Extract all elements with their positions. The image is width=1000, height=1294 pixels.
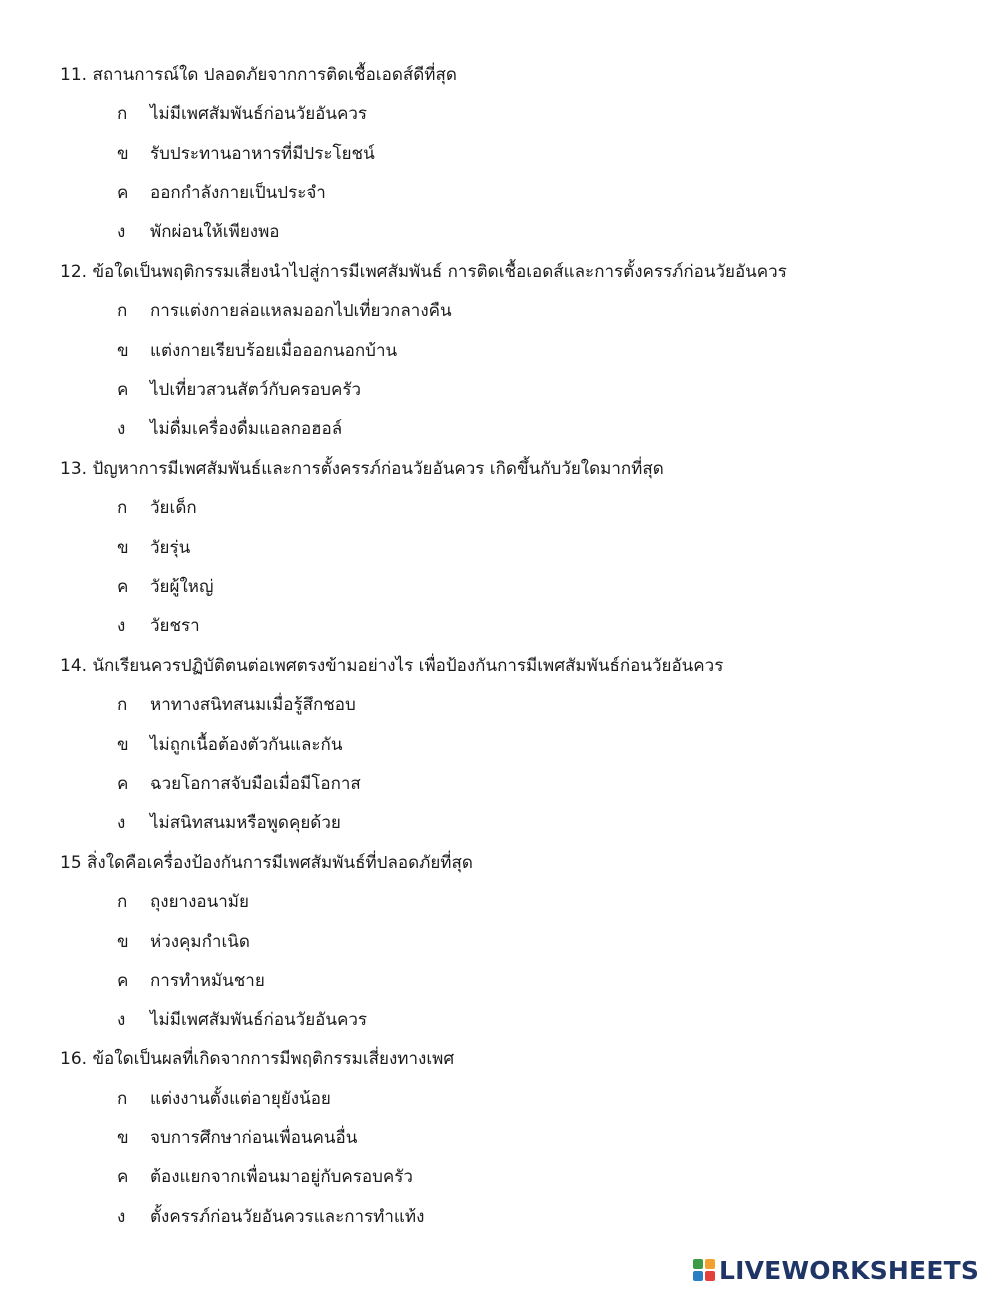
option-text: ถุงยางอนามัย — [150, 892, 249, 912]
option-text: หาทางสนิทสนมเมื่อรู้สึกชอบ — [150, 695, 356, 715]
logo-square-blue — [693, 1271, 703, 1281]
question-11-option-b[interactable] — [117, 142, 375, 166]
option-letter: ข — [117, 341, 129, 361]
question-15-option-b[interactable] — [117, 930, 250, 954]
option-text: การแต่งกายล่อแหลมออกไปเที่ยวกลางคืน — [150, 301, 452, 321]
question-12-option-a[interactable] — [117, 299, 452, 323]
option-letter: ง — [117, 813, 126, 833]
question-14: 14. นักเรียนควรปฏิบัติตนต่อเพศตรงข้ามอย่างไร เพื่อป้องกันการมีเพศสัมพันธ์ก่อนวัยอันควร — [60, 656, 724, 676]
logo-square-green — [693, 1259, 703, 1269]
option-letter: ข — [117, 144, 129, 164]
option-text: จบการศึกษาก่อนเพื่อนคนอื่น — [150, 1128, 358, 1148]
option-letter: ก — [117, 104, 128, 124]
question-13: 13. ปัญหาการมีเพศสัมพันธ์และการตั้งครรภ์ก่อนวัยอันควร เกิดขึ้นกับวัยใดมากที่สุด — [60, 459, 664, 479]
option-letter: ก — [117, 695, 128, 715]
option-letter: ก — [117, 1089, 128, 1109]
option-letter: ค — [117, 183, 129, 203]
question-12-option-d[interactable] — [117, 417, 342, 441]
question-16-option-d[interactable] — [117, 1205, 424, 1229]
option-text: ไม่ถูกเนื้อต้องตัวกันและกัน — [150, 735, 343, 755]
option-text: ไปเที่ยวสวนสัตว์กับครอบครัว — [150, 380, 362, 400]
option-letter: ข — [117, 932, 129, 952]
question-14-option-a[interactable] — [117, 693, 356, 717]
question-16-option-a[interactable] — [117, 1087, 331, 1111]
option-letter: ข — [117, 735, 129, 755]
logo-square-orange — [705, 1259, 715, 1269]
option-letter: ง — [117, 1207, 126, 1227]
question-11-option-d[interactable] — [117, 220, 280, 244]
question-13-option-d[interactable] — [117, 614, 200, 638]
option-letter: ง — [117, 222, 126, 242]
option-text: ไม่มีเพศสัมพันธ์ก่อนวัยอันควร — [150, 1010, 368, 1030]
option-text: การทำหมันชาย — [150, 971, 265, 991]
option-letter: ข — [117, 1128, 129, 1148]
question-12-option-b[interactable] — [117, 339, 397, 363]
option-text: ไม่มีเพศสัมพันธ์ก่อนวัยอันควร — [150, 104, 368, 124]
question-15: 15 สิ่งใดคือเครื่องป้องกันการมีเพศสัมพันธ์ที่ปลอดภัยที่สุด — [60, 853, 473, 873]
option-text: วัยรุ่น — [150, 538, 191, 558]
option-text: ออกกำลังกายเป็นประจำ — [150, 183, 326, 203]
question-13-option-c[interactable] — [117, 575, 213, 599]
option-text: วัยเด็ก — [150, 498, 197, 518]
question-11: 11. สถานการณ์ใด ปลอดภัยจากการติดเชื้อเอดส์ดีที่สุด — [60, 65, 457, 85]
question-16-option-b[interactable] — [117, 1126, 357, 1150]
question-16-option-c[interactable] — [117, 1165, 413, 1189]
option-letter: ก — [117, 301, 128, 321]
question-11-option-a[interactable] — [117, 102, 367, 126]
logo-square-red — [705, 1271, 715, 1281]
option-text: วัยชรา — [150, 616, 200, 636]
liveworksheets-logo[interactable] — [693, 1255, 979, 1285]
question-14-option-b[interactable] — [117, 733, 342, 757]
option-text: ฉวยโอกาสจับมือเมื่อมีโอกาส — [150, 774, 361, 794]
question-11-option-c[interactable] — [117, 181, 326, 205]
option-text: ตั้งครรภ์ก่อนวัยอันควรและการทำแท้ง — [150, 1207, 425, 1227]
question-13-option-a[interactable] — [117, 496, 197, 520]
option-letter: ข — [117, 538, 129, 558]
question-15-option-d[interactable] — [117, 1008, 367, 1032]
option-text: รับประทานอาหารที่มีประโยชน์ — [150, 144, 375, 164]
option-text: แต่งกายเรียบร้อยเมื่อออกนอกบ้าน — [150, 341, 398, 361]
option-letter: ค — [117, 1167, 129, 1187]
question-15-option-a[interactable] — [117, 890, 249, 914]
option-text: ไม่สนิทสนมหรือพูดคุยด้วย — [150, 813, 341, 833]
question-14-option-c[interactable] — [117, 772, 361, 796]
question-14-option-d[interactable] — [117, 811, 341, 835]
option-letter: ค — [117, 774, 129, 794]
liveworksheets-logo-icon — [693, 1259, 715, 1281]
option-letter: ง — [117, 616, 126, 636]
question-15-option-c[interactable] — [117, 969, 265, 993]
option-letter: ค — [117, 380, 129, 400]
option-letter: ค — [117, 577, 129, 597]
option-letter: ง — [117, 419, 126, 439]
question-12: 12. ข้อใดเป็นพฤติกรรมเสี่ยงนำไปสู่การมีเพศสัมพันธ์ การติดเชื้อเอดส์และการตั้งครรภ์ก่อนวัยอันควร — [60, 262, 787, 282]
option-letter: ค — [117, 971, 129, 991]
option-letter: ง — [117, 1010, 126, 1030]
option-letter: ก — [117, 892, 128, 912]
option-text: ห่วงคุมกำเนิด — [150, 932, 250, 952]
question-16: 16. ข้อใดเป็นผลที่เกิดจากการมีพฤติกรรมเสี่ยงทางเพศ — [60, 1049, 455, 1069]
option-text: ไม่ดื่มเครื่องดื่มแอลกอฮอล์ — [150, 419, 343, 439]
question-12-option-c[interactable] — [117, 378, 361, 402]
option-text: ต้องแยกจากเพื่อนมาอยู่กับครอบครัว — [150, 1167, 413, 1187]
option-text: แต่งงานตั้งแต่อายุยังน้อย — [150, 1089, 331, 1109]
option-text: พักผ่อนให้เพียงพอ — [150, 222, 280, 242]
option-letter: ก — [117, 498, 128, 518]
option-text: วัยผู้ใหญ่ — [150, 577, 214, 597]
question-13-option-b[interactable] — [117, 536, 190, 560]
liveworksheets-logo-text: LIVEWORKSHEETS — [719, 1255, 980, 1285]
